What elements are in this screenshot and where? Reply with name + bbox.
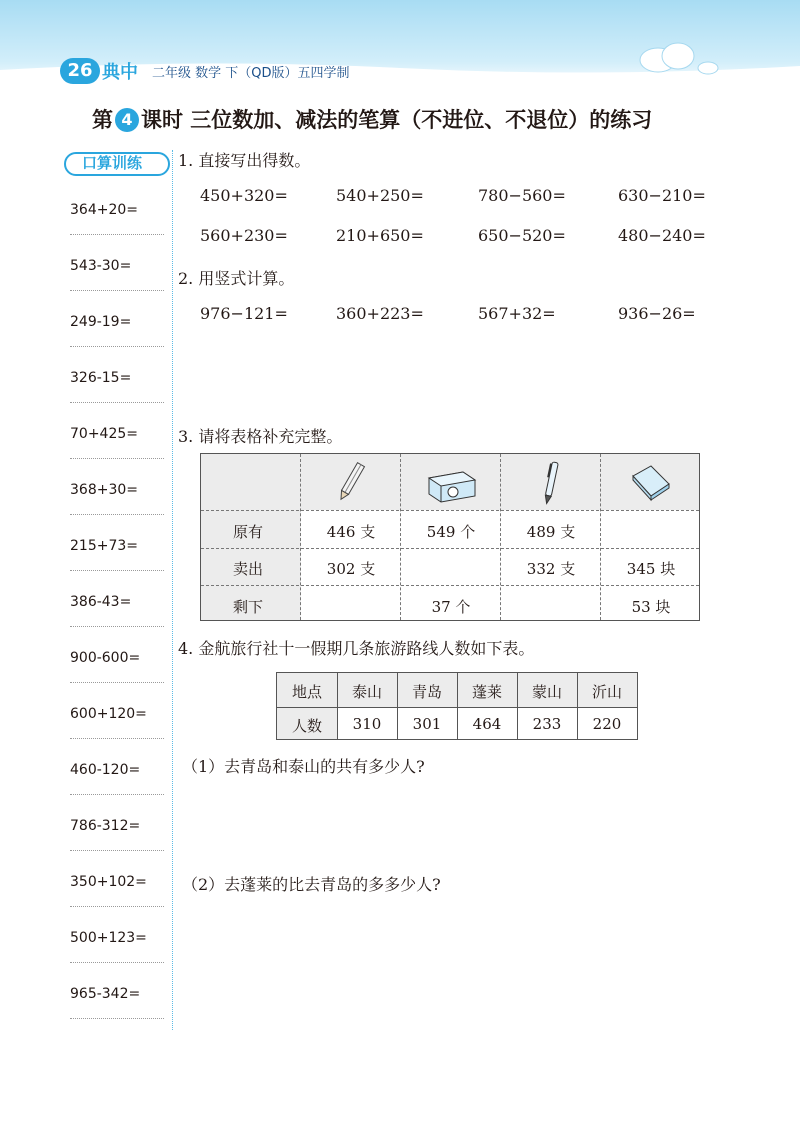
row-label-remaining: 剩下 [233, 598, 264, 616]
oral-item [70, 402, 164, 459]
oral-item-text: 460-120= [70, 762, 141, 778]
oral-item-text: 364+20= [70, 202, 138, 218]
lesson-title-text: 课时 三位数加、减法的笔算（不进位、不退位）的练习 [141, 108, 653, 132]
oral-item-text: 600+120= [70, 706, 147, 722]
cell-original: 549 个 [426, 523, 476, 541]
q1-equation: 480−240= [618, 226, 706, 245]
oral-item [70, 850, 164, 907]
oral-item-text: 786-312= [70, 818, 141, 834]
oral-item-text: 900-600= [70, 650, 141, 666]
place-name: 蒙山 [531, 683, 562, 701]
oral-item [70, 682, 164, 739]
q1-equation: 650−520= [478, 226, 566, 245]
lesson-number: 4 [115, 108, 139, 132]
q2-equation: 567+32= [478, 304, 556, 323]
oral-item [70, 346, 164, 403]
oral-item [70, 738, 164, 795]
visitor-count: 220 [592, 715, 622, 733]
place-name: 泰山 [351, 683, 382, 701]
oral-item-text: 543-30= [70, 258, 132, 274]
row-label-count: 人数 [291, 717, 322, 735]
oral-item [70, 626, 164, 683]
place-name: 沂山 [591, 683, 622, 701]
q1-heading: 1. 直接写出得数。 [178, 151, 311, 170]
row-label-original: 原有 [233, 523, 264, 541]
oral-item [70, 234, 164, 291]
pen-icon [537, 460, 565, 506]
visitor-count: 464 [472, 715, 502, 733]
q1-equation: 780−560= [478, 186, 566, 205]
stationery-table [200, 453, 700, 621]
q1-equation: 210+650= [336, 226, 424, 245]
q4-heading: 4. 金航旅行社十一假期几条旅游路线人数如下表。 [178, 639, 535, 658]
header-label: 地点 [291, 683, 322, 701]
cell-remaining: 53 块 [631, 598, 671, 616]
page-number: 26 [60, 58, 100, 84]
oral-item [70, 906, 164, 963]
row-label-sold: 卖出 [233, 560, 264, 578]
visitor-count: 301 [412, 715, 442, 733]
oral-item [70, 458, 164, 515]
q2-equation: 360+223= [336, 304, 424, 323]
cell-remaining: 37 个 [431, 598, 471, 616]
oral-item-text: 249-19= [70, 314, 132, 330]
place-name: 蓬莱 [471, 683, 502, 701]
oral-item [70, 794, 164, 851]
q2-heading: 2. 用竖式计算。 [178, 269, 295, 288]
oral-item-text: 215+73= [70, 538, 138, 554]
visitor-count: 310 [352, 715, 382, 733]
visitor-count: 233 [532, 715, 562, 733]
q1-equation: 450+320= [200, 186, 288, 205]
pencil-sharpener-icon [423, 464, 479, 504]
oral-item-text: 368+30= [70, 482, 138, 498]
lesson-prefix: 第 [92, 108, 113, 132]
q2-equation: 976−121= [200, 304, 288, 323]
eraser-icon [629, 462, 673, 502]
cell-sold: 345 块 [626, 560, 676, 578]
q2-equation: 936−26= [618, 304, 696, 323]
q1-equation: 540+250= [336, 186, 424, 205]
book-subtitle: 二年级 数学 下（QD版）五四学制 [152, 66, 350, 81]
q3-heading: 3. 请将表格补充完整。 [178, 427, 343, 446]
sidebar-divider [172, 150, 173, 1030]
oral-item [70, 514, 164, 571]
cell-sold: 332 支 [526, 560, 576, 578]
cell-original: 489 支 [526, 523, 576, 541]
oral-item-text: 70+425= [70, 426, 138, 442]
cloud-icon [630, 38, 720, 78]
lesson-title [92, 104, 732, 134]
q4-sub2: （2）去蓬莱的比去青岛的多多少人? [182, 875, 441, 894]
oral-item-text: 500+123= [70, 930, 147, 946]
tourism-table [276, 672, 638, 740]
oral-item [70, 290, 164, 347]
pencil-icon [331, 460, 371, 504]
oral-item-text: 965-342= [70, 986, 141, 1002]
place-name: 青岛 [411, 683, 442, 701]
cell-original: 446 支 [326, 523, 376, 541]
q4-sub1: （1）去青岛和泰山的共有多少人? [182, 757, 425, 776]
oral-item-text: 326-15= [70, 370, 132, 386]
cell-sold: 302 支 [326, 560, 376, 578]
brand-logo: 典中 [102, 62, 138, 83]
oral-training-label: 口算训练 [82, 154, 143, 172]
oral-item-text: 350+102= [70, 874, 147, 890]
q1-equation: 560+230= [200, 226, 288, 245]
oral-item [70, 178, 164, 235]
oral-item [70, 570, 164, 627]
q1-equation: 630−210= [618, 186, 706, 205]
oral-item-text: 386-43= [70, 594, 132, 610]
oral-item [70, 962, 164, 1019]
